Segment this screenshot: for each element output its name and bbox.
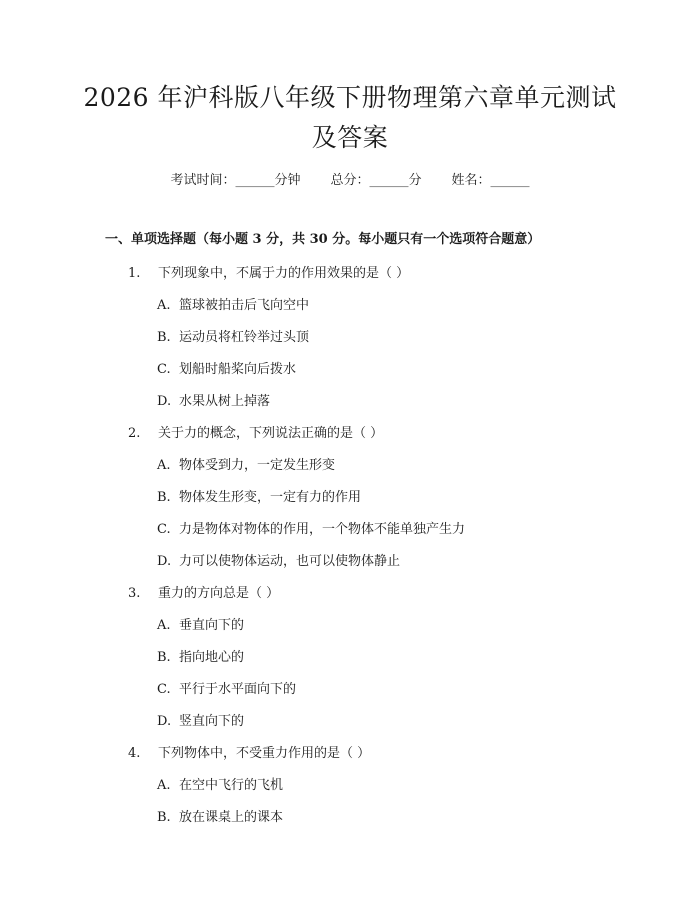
question-text: 下列现象中，不属于力的作用效果的是（ ） <box>158 266 410 281</box>
option-text: 放在课桌上的课本 <box>179 810 284 825</box>
option-text: 篮球被拍击后飞向空中 <box>179 298 310 313</box>
option-2a <box>157 454 335 473</box>
option-text: 水果从树上掉落 <box>179 394 271 409</box>
exam-time-label: 考试时间：______分钟 <box>170 173 301 188</box>
option-text: 平行于水平面向下的 <box>179 682 297 697</box>
question-4 <box>128 742 370 761</box>
question-number: 1. <box>128 266 141 281</box>
option-text: 物体受到力，一定发生形变 <box>179 458 336 473</box>
option-3a <box>157 614 244 633</box>
question-2 <box>128 422 383 441</box>
option-letter: C. <box>157 522 171 537</box>
option-2c <box>157 518 465 537</box>
option-text: 运动员将杠铃举过头顶 <box>179 330 310 345</box>
option-1c <box>157 358 296 377</box>
option-4a <box>157 774 283 793</box>
option-letter: A. <box>157 618 171 633</box>
option-2d <box>157 550 400 569</box>
question-number: 4. <box>128 746 141 761</box>
option-letter: C. <box>157 362 171 377</box>
option-text: 物体发生形变，一定有力的作用 <box>179 490 362 505</box>
option-letter: A. <box>157 298 171 313</box>
option-1b <box>157 326 309 345</box>
option-3b <box>157 646 244 665</box>
option-letter: C. <box>157 682 171 697</box>
question-3 <box>128 582 279 601</box>
option-4b <box>157 806 283 825</box>
question-number: 3. <box>128 586 141 601</box>
option-text: 竖直向下的 <box>179 714 245 729</box>
option-text: 在空中飞行的飞机 <box>179 778 284 793</box>
option-letter: D. <box>157 554 172 569</box>
option-letter: B. <box>157 810 171 825</box>
option-letter: A. <box>157 458 171 473</box>
option-letter: D. <box>157 394 172 409</box>
option-1d <box>157 390 270 409</box>
question-text: 关于力的概念，下列说法正确的是（ ） <box>158 426 384 441</box>
question-text: 重力的方向总是（ ） <box>158 586 280 601</box>
option-1a <box>157 294 309 313</box>
question-number: 2. <box>128 426 141 441</box>
option-letter: B. <box>157 330 171 345</box>
option-3d <box>157 710 244 729</box>
option-2b <box>157 486 361 505</box>
student-name-label: 姓名：______ <box>451 173 530 188</box>
option-text: 力是物体对物体的作用，一个物体不能单独产生力 <box>179 522 466 537</box>
total-score-label: 总分：______分 <box>330 173 422 188</box>
option-text: 指向地心的 <box>179 650 245 665</box>
option-text: 力可以使物体运动，也可以使物体静止 <box>179 554 401 569</box>
option-letter: A. <box>157 778 171 793</box>
option-letter: B. <box>157 650 171 665</box>
section-heading: 一、单项选择题（每小题 3 分，共 30 分。每小题只有一个选项符合题意） <box>105 232 541 247</box>
document-title: 2026 年沪科版八年级下册物理第六章单元测试及答案 <box>83 83 617 152</box>
question-text: 下列物体中，不受重力作用的是（ ） <box>158 746 371 761</box>
question-1 <box>128 262 409 281</box>
option-letter: D. <box>157 714 172 729</box>
exam-meta <box>0 169 700 188</box>
option-text: 垂直向下的 <box>179 618 245 633</box>
option-3c <box>157 678 296 697</box>
option-text: 划船时船桨向后拨水 <box>179 362 297 377</box>
option-letter: B. <box>157 490 171 505</box>
